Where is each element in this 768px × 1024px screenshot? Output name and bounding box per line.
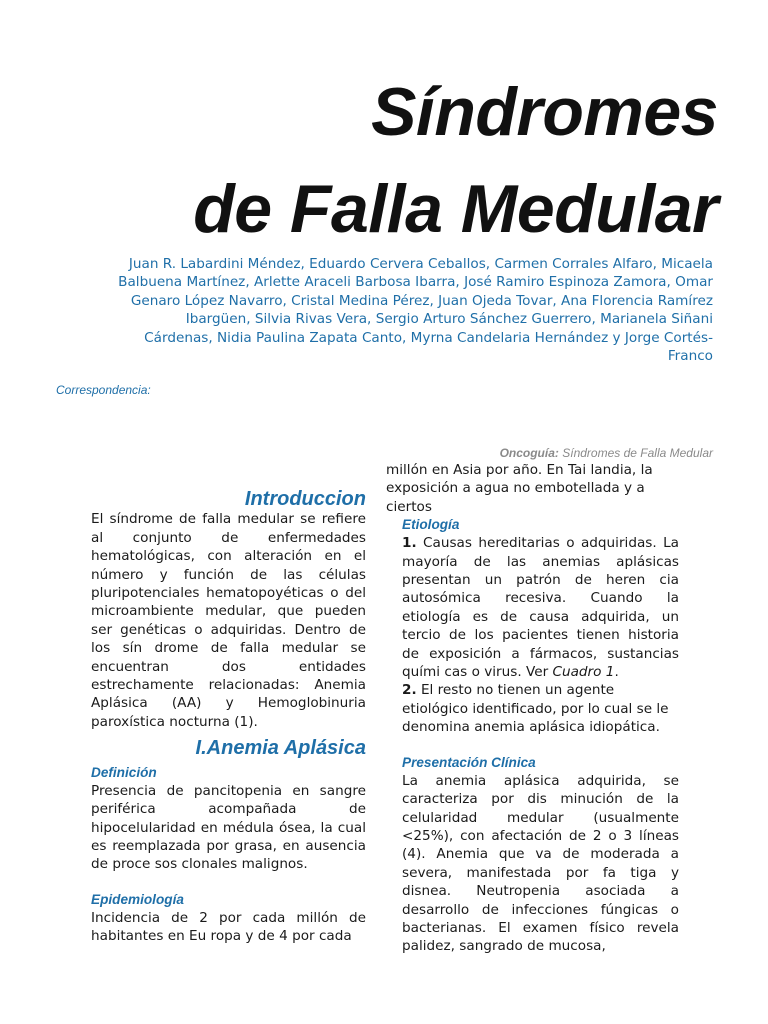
intro-heading: Introduccion (244, 488, 366, 510)
definicion-heading: Definición (91, 764, 157, 780)
right-column (386, 461, 679, 956)
etiologia-item-1 (402, 534, 679, 681)
cuadro-reference: Cuadro 1 (552, 664, 615, 681)
correspondence-label: Correspondencia: (56, 383, 151, 397)
etiologia-item-2-number: 2. (402, 682, 417, 699)
intro-paragraph: El síndrome de falla medular se refiere al conjunto de enfermedades hematológicas, con alteración en el número y función de las células pluripotenciales hematopoyéticas o del microambiente medular, que pueden ser genéticas o adquiridas. Dentro de los sín drome de falla medular se encuentran dos entidades estrechamente relacionadas: Anemia Aplásica (AA) y Hemoglobinuria paroxística nocturna (1). (91, 511, 366, 730)
running-head-title: Síndromes de Falla Medular (562, 446, 713, 460)
etiologia-item-1-number: 1. (402, 535, 417, 552)
epidemiologia-heading: Epidemiología (91, 891, 184, 907)
page-title-line-1: Síndromes (371, 74, 718, 150)
left-column (91, 490, 366, 946)
running-head (500, 446, 713, 460)
etiologia-item-2-text: El resto no tienen un agente etiológico identificado, por lo cual se le denomina anemia aplásica idiopática. (402, 682, 669, 736)
etiologia-item-1-text: Causas hereditarias o adquiridas. La mayoría de las anemias aplásicas presentan un patrón de heren cia autosómica recesiva. Cuando la etiología es de causa adquirida, un tercio de los pacientes tienen historia de exposición a fármacos, sustancias quími cas o virus. Ver (402, 535, 679, 681)
etiologia-item-1-end: . (614, 664, 619, 681)
etiologia-heading: Etiología (402, 517, 460, 533)
presentacion-heading: Presentación Clínica (402, 754, 536, 770)
continuation-paragraph: millón en Asia por año. En Tai landia, la exposición a agua no embotellada y a ciertos (386, 462, 653, 515)
running-head-journal: Oncoguía: (499, 446, 559, 460)
anemia-aplasica-heading: I.Anemia Aplásica (195, 737, 366, 760)
presentacion-paragraph: La anemia aplásica adquirida, se caracteriza por dis minución de la celularidad medular (usualmente <25%), con afectación de 2 o 3 líneas (4). Anemia que va de moderada a severa, manifestada por fa tiga y disnea. Neutropenia asociada a desarrollo de infecciones fúngicas o bacterianas. El examen físico revela palidez, sangrado de mucosa, (402, 772, 679, 955)
author-list: Juan R. Labardini Méndez, Eduardo Cervera Ceballos, Carmen Corrales Alfaro, Micaela Balbuena Martínez, Arlette Araceli Barbosa Ibarra, José Ramiro Espinoza Zamora, Omar Genaro López Navarro, Cristal Medina Pérez, Juan Ojeda Tovar, Ana Florencia Ramírez Ibargüen, Silvia Rivas Vera, Sergio Arturo Sánchez Guerrero, Marianela Siñani Cárdenas, Nidia Paulina Zapata Canto, Myrna Candelaria Hernández y Jorge Cortés-Franco (118, 256, 713, 365)
epidemiologia-paragraph: Incidencia de 2 por cada millón de habitantes en Eu ropa y de 4 por cada (91, 909, 366, 945)
etiologia-item-2 (402, 681, 679, 736)
definicion-paragraph: Presencia de pancitopenia en sangre periférica acompañada de hipocelularidad en médula ósea, la cual es reemplazada por grasa, en ausencia de proce sos clonales malignos. (91, 782, 366, 873)
page-title-line-2: de Falla Medular (193, 171, 718, 247)
